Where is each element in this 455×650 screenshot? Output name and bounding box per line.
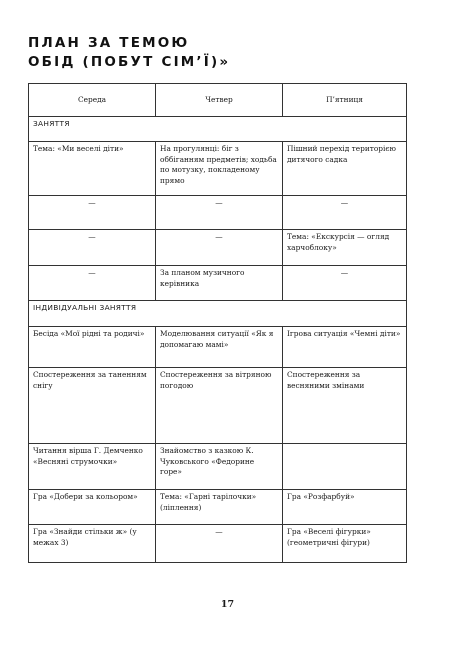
header-row (29, 84, 407, 117)
table-cell: — (29, 266, 156, 301)
column-header-friday: П’ятниця (283, 84, 407, 117)
page-number: 17 (220, 599, 235, 610)
table-cell: Пішний перехід територією дитячого садка (283, 142, 407, 196)
title-line-1: ПЛАН ЗА ТЕМОЮ (28, 35, 190, 51)
title-line-2: ОБІД (ПОБУТ СІМ’Ї)» (28, 54, 231, 70)
table-row (29, 444, 407, 490)
table-cell: — (283, 196, 407, 230)
table-cell: Ігрова ситуація «Чемні діти» (283, 327, 407, 368)
table-cell: — (156, 525, 283, 563)
section-label-classes: ЗАНЯТТЯ (29, 117, 407, 142)
section-label-individual: ІНДИВІДУАЛЬНІ ЗАНЯТТЯ (29, 301, 407, 327)
table-cell: Спостереження за весняними змінами (283, 368, 407, 444)
column-header-thursday: Четвер (156, 84, 283, 117)
table-cell: За планом музичного керівника (156, 266, 283, 301)
table-cell: Гра «Веселі фігурки» (геометричні фігури) (283, 525, 407, 563)
table-row (29, 490, 407, 525)
table-cell: Тема: «Екскурсія — огляд харчоблоку» (283, 230, 407, 266)
table-cell: — (156, 196, 283, 230)
table-cell: — (29, 196, 156, 230)
section-row-individual (29, 301, 407, 327)
table-row (29, 327, 407, 368)
table-cell: Гра «Розфарбуй» (283, 490, 407, 525)
table-cell: — (29, 230, 156, 266)
column-header-wednesday: Середа (29, 84, 156, 117)
table-cell: Читання вірша Г. Демченко «Весняні струмочки» (29, 444, 156, 490)
table-cell: Бесіда «Мої рідні та родичі» (29, 327, 156, 368)
table-cell (283, 444, 407, 490)
table-row (29, 230, 407, 266)
table-cell: — (156, 230, 283, 266)
table-cell: Тема: «Ми веселі діти» (29, 142, 156, 196)
table-row (29, 266, 407, 301)
table-cell: На прогулянці: біг з оббіганням предметів; ходьба по мотузку, покладеному прямо (156, 142, 283, 196)
table-row (29, 368, 407, 444)
table-cell: Спостереження за таненням снігу (29, 368, 156, 444)
table-cell: Гра «Добери за кольором» (29, 490, 156, 525)
table-row (29, 142, 407, 196)
table-row (29, 525, 407, 563)
section-row-classes (29, 117, 407, 142)
table-cell: Моделювання ситуації «Як я допомагаю мамі» (156, 327, 283, 368)
table-cell: Гра «Знайди стільки ж» (у межах 3) (29, 525, 156, 563)
table-row (29, 196, 407, 230)
plan-table (28, 83, 407, 563)
table-cell: Знайомство з казкою К. Чуковського «Федорине горе» (156, 444, 283, 490)
page-title (28, 34, 230, 72)
table-cell: Тема: «Гарні тарілочки» (ліплення) (156, 490, 283, 525)
table-cell: — (283, 266, 407, 301)
table-cell: Спостереження за вітряною погодою (156, 368, 283, 444)
